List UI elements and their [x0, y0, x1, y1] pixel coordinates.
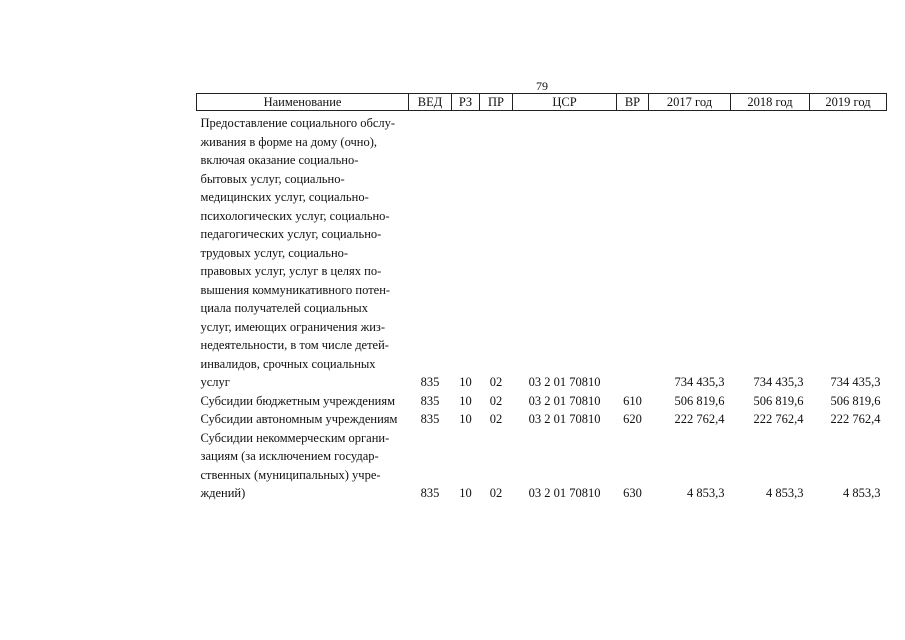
name-line: Субсидии некоммерческим органи-	[200, 430, 390, 445]
cell-2018: 506 819,6	[753, 393, 804, 408]
name-line: педагогических услуг, социально-	[200, 227, 382, 241]
name-line: психологических услуг, социально-	[200, 208, 390, 223]
name-line: бытовых услуг, социально-	[200, 171, 345, 186]
cell-csr: 03 2 01 70810	[528, 412, 601, 426]
cell-csr: 03 2 01 70810	[528, 375, 601, 389]
header-ved: ВЕД	[409, 94, 452, 111]
name-line: инвалидов, срочных социальных	[200, 356, 376, 371]
name-line: Субсидии автономным учреждениям	[200, 412, 398, 426]
name-line: Субсидии бюджетным учреждениям	[200, 393, 396, 408]
name-line: недеятельности, в том числе детей-	[200, 338, 389, 352]
header-2019: 2019 год	[810, 94, 887, 111]
cell-2017: 222 762,4	[674, 412, 725, 426]
cell-2018: 4 853,3	[766, 486, 804, 500]
name-line: Предоставление социального обслу-	[200, 116, 396, 130]
cell-2018: 222 762,4	[753, 412, 804, 426]
page-number: 79	[536, 79, 548, 93]
name-line: включая оказание социально-	[200, 153, 359, 167]
cell-name	[197, 429, 409, 503]
name-line: услуг, имеющих ограничения жиз-	[200, 319, 385, 334]
cell-ved: 835	[420, 375, 440, 389]
name-line: живания в форме на дому (очно),	[200, 134, 378, 149]
header-2017: 2017 год	[649, 94, 731, 111]
cell-2017: 734 435,3	[674, 375, 725, 389]
name-line: циала получателей социальных	[200, 301, 368, 315]
table-row	[197, 114, 887, 392]
cell-2019: 734 435,3	[830, 375, 881, 389]
name-line: вышения коммуникативного потен-	[200, 282, 391, 297]
cell-name	[197, 410, 409, 429]
cell-2019: 222 762,4	[830, 412, 881, 426]
name-line: зациям (за исключением государ-	[200, 449, 379, 463]
cell-csr: 03 2 01 70810	[528, 393, 601, 408]
table-row	[197, 410, 887, 429]
cell-2017: 506 819,6	[674, 393, 725, 408]
cell-ved: 835	[420, 412, 440, 426]
name-line: услуг	[200, 375, 230, 389]
header-pr: ПР	[480, 94, 513, 111]
header-rz: РЗ	[452, 94, 480, 111]
cell-2019: 506 819,6	[830, 393, 881, 408]
header-2018: 2018 год	[731, 94, 810, 111]
name-line: ственных (муниципальных) учре-	[200, 467, 381, 482]
cell-rz: 10	[459, 393, 472, 408]
header-vr: ВР	[617, 94, 649, 111]
cell-ved: 835	[420, 393, 440, 408]
cell-rz: 10	[459, 375, 472, 389]
cell-vr: 630	[623, 486, 642, 500]
table-row	[197, 429, 887, 503]
cell-2019: 4 853,3	[843, 486, 881, 500]
cell-name	[197, 114, 409, 392]
cell-rz: 10	[459, 486, 472, 500]
name-line: медицинских услуг, социально-	[200, 190, 369, 204]
cell-vr: 610	[623, 393, 642, 408]
budget-table	[196, 93, 887, 503]
header-csr: ЦСР	[513, 94, 617, 111]
table-body	[197, 111, 887, 503]
cell-2018: 734 435,3	[753, 375, 804, 389]
cell-rz: 10	[459, 412, 472, 426]
cell-pr: 02	[489, 486, 503, 500]
cell-csr: 03 2 01 70810	[528, 486, 601, 500]
cell-vr: 620	[623, 412, 642, 426]
cell-ved: 835	[420, 486, 440, 500]
cell-pr: 02	[489, 412, 503, 426]
table-row	[197, 392, 887, 411]
cell-pr: 02	[489, 375, 503, 389]
cell-name	[197, 392, 409, 411]
table-header-row	[197, 94, 887, 111]
name-line: ждений)	[200, 486, 246, 500]
cell-vr	[617, 114, 649, 392]
name-line: правовых услуг, услуг в целях по-	[200, 264, 382, 278]
cell-pr: 02	[489, 393, 503, 408]
header-name: Наименование	[197, 94, 409, 111]
cell-2017: 4 853,3	[687, 486, 725, 500]
name-line: трудовых услуг, социально-	[200, 245, 349, 260]
